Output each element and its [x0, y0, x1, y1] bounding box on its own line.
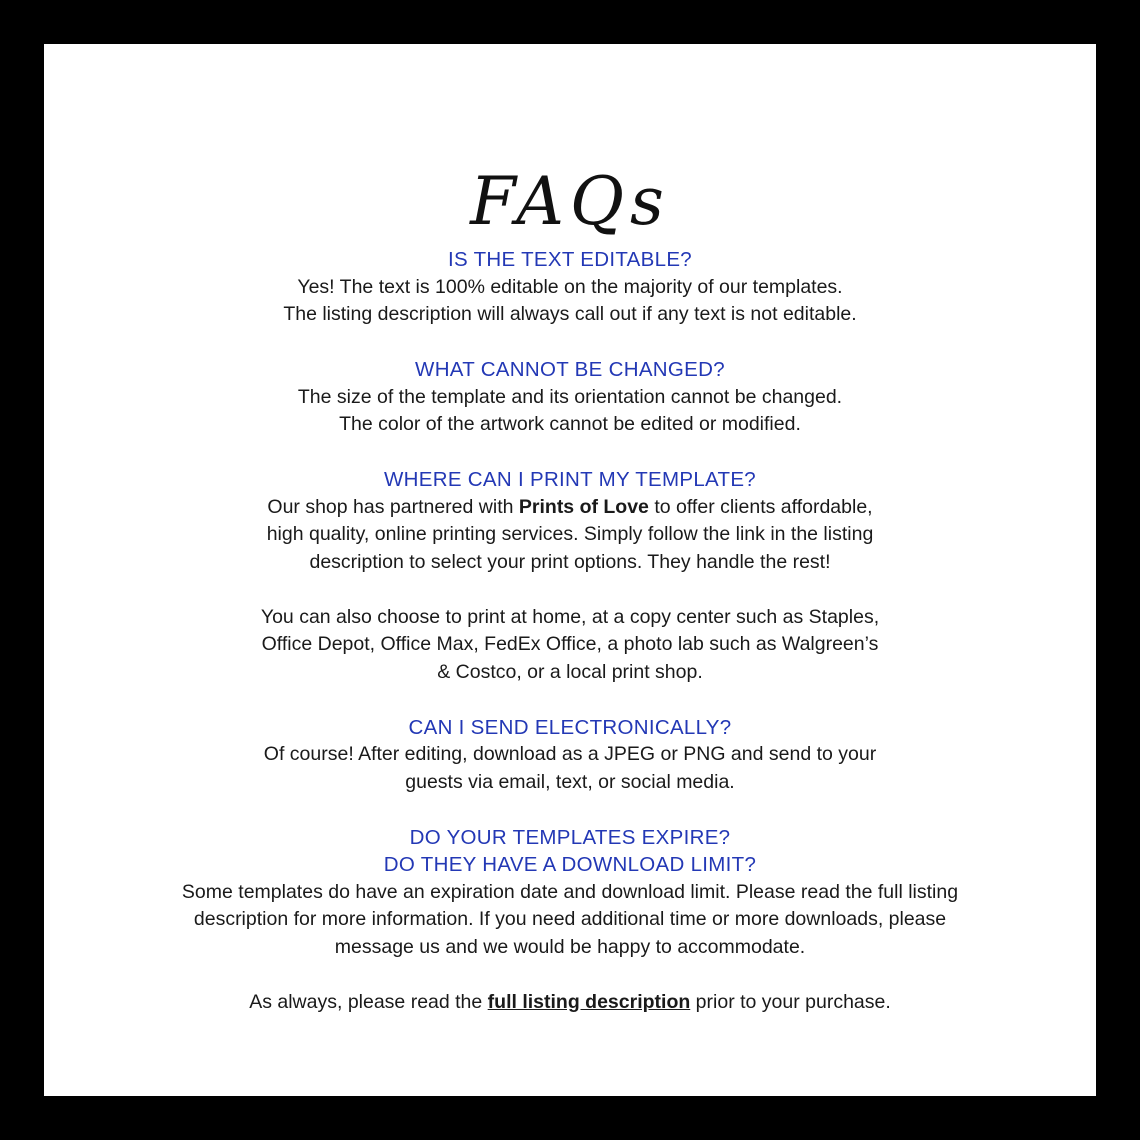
faq-list [44, 246, 1096, 1016]
faq-answer-line: description to select your print options. They handle the rest! [309, 550, 831, 573]
full-listing-description-link[interactable]: full listing description [487, 990, 691, 1013]
faq-question: DO YOUR TEMPLATES EXPIRE? [409, 825, 731, 849]
prints-of-love-name: Prints of Love [518, 495, 649, 518]
faq-item-editable [44, 246, 1096, 329]
spacer [44, 796, 1096, 824]
faq-question: DO THEY HAVE A DOWNLOAD LIMIT? [383, 853, 757, 876]
faq-answer-line: guests via email, text, or social media. [405, 770, 735, 793]
answer-text: Our shop has partnered with [267, 495, 519, 518]
faq-item-print [44, 466, 1096, 686]
faq-answer-line: description for more information. If you need additional time or more downloads, please [193, 908, 947, 930]
spacer [44, 439, 1096, 467]
faq-answer-line: & Costco, or a local print shop. [437, 660, 703, 683]
faq-item-expire [44, 824, 1096, 962]
answer-text: to offer clients affordable, [648, 495, 873, 518]
faq-answer-line: Of course! After editing, download as a JPEG or PNG and send to your [263, 743, 877, 765]
spacer [44, 961, 1096, 989]
faq-item-electronic [44, 714, 1096, 797]
faq-question: WHAT CANNOT BE CHANGED? [415, 358, 725, 381]
faq-question: CAN I SEND ELECTRONICALLY? [408, 715, 732, 739]
faq-question: WHERE CAN I PRINT MY TEMPLATE? [384, 468, 756, 491]
closing-text: As always, please read the [249, 990, 488, 1013]
faq-answer-line: Some templates do have an expiration date and download limit. Please read the full listing [181, 880, 959, 903]
faq-answer-line: You can also choose to print at home, at a copy center such as Staples, [260, 605, 880, 628]
faq-page [44, 44, 1096, 1096]
faq-answer-line [44, 494, 1096, 522]
spacer [44, 686, 1096, 714]
spacer [44, 329, 1096, 357]
spacer [44, 576, 1096, 604]
page-title: FAQs [470, 163, 670, 240]
faq-question: IS THE TEXT EDITABLE? [447, 248, 693, 271]
faq-answer-line: The size of the template and its orientation cannot be changed. [297, 385, 843, 408]
faq-answer-line: The listing description will always call out if any text is not editable. [283, 303, 857, 325]
faq-answer-line: Office Depot, Office Max, FedEx Office, a photo lab such as Walgreen’s [261, 633, 879, 655]
faq-answer-line: message us and we would be happy to accommodate. [334, 935, 806, 958]
faq-item-cannot-change [44, 356, 1096, 439]
faq-answer-line: The color of the artwork cannot be edited or modified. [339, 413, 801, 435]
closing-text: prior to your purchase. [690, 990, 891, 1013]
faq-answer-line: high quality, online printing services. Simply follow the link in the listing [266, 523, 874, 545]
closing-note [44, 989, 1096, 1017]
faq-answer-line: Yes! The text is 100% editable on the majority of our templates. [297, 275, 843, 298]
